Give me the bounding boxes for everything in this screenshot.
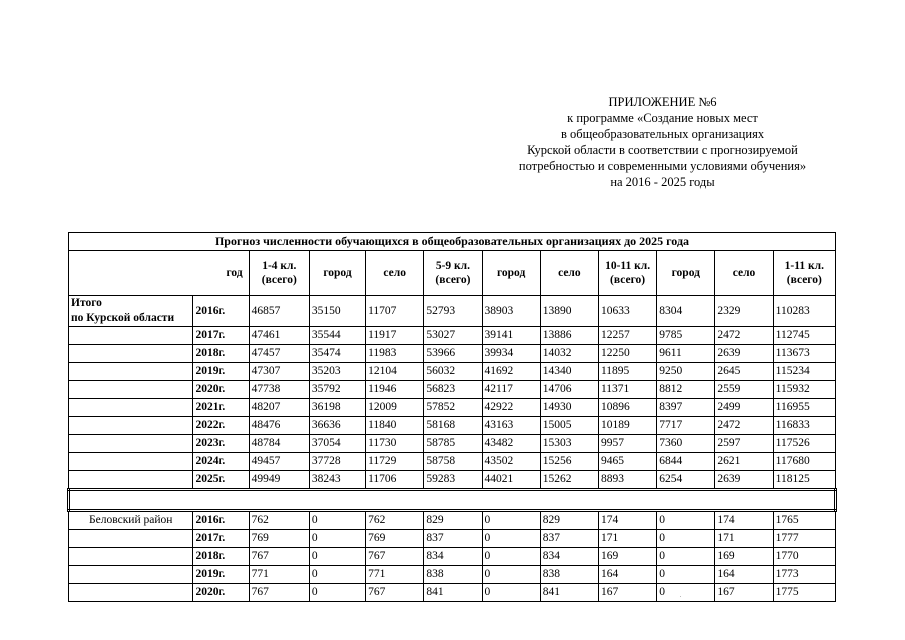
value-cell: 0 [482, 530, 540, 548]
value-cell: 767 [249, 548, 309, 566]
value-cell: 57852 [424, 399, 482, 417]
value-cell: 12250 [598, 345, 656, 363]
value-cell: 11730 [366, 435, 424, 453]
value-cell: 174 [598, 511, 656, 530]
value-cell: 117526 [773, 435, 835, 453]
value-cell: 116833 [773, 417, 835, 435]
col-header-village-3: село [715, 251, 773, 296]
value-cell: 41692 [482, 363, 540, 381]
year-cell: 2025г. [193, 471, 249, 490]
table-row [69, 296, 836, 327]
value-cell: 35150 [309, 296, 365, 327]
row-group-label-cont [69, 566, 193, 584]
table-row [69, 327, 836, 345]
year-cell: 2017г. [193, 327, 249, 345]
value-cell: 2559 [715, 381, 773, 399]
value-cell: 8397 [657, 399, 715, 417]
value-cell: 2639 [715, 471, 773, 490]
value-cell: 37728 [309, 453, 365, 471]
value-cell: 9611 [657, 345, 715, 363]
value-cell: 52793 [424, 296, 482, 327]
value-cell: 38243 [309, 471, 365, 490]
value-cell: 9250 [657, 363, 715, 381]
value-cell: 0 [309, 584, 365, 602]
value-cell: 11917 [366, 327, 424, 345]
forecast-table [67, 232, 837, 602]
scan-speck [680, 596, 681, 597]
district-label: Беловский район [89, 514, 173, 526]
value-cell: 841 [540, 584, 598, 602]
value-cell: 9785 [657, 327, 715, 345]
value-cell: 110283 [773, 296, 835, 327]
value-cell: 0 [657, 548, 715, 566]
value-cell: 115234 [773, 363, 835, 381]
row-group-label-cont [69, 548, 193, 566]
value-cell: 49457 [249, 453, 309, 471]
value-cell: 0 [309, 511, 365, 530]
value-cell: 2597 [715, 435, 773, 453]
value-cell: 15303 [540, 435, 598, 453]
value-cell: 12104 [366, 363, 424, 381]
row-group-label [69, 296, 193, 327]
value-cell: 11371 [598, 381, 656, 399]
value-cell: 11946 [366, 381, 424, 399]
value-cell: 11895 [598, 363, 656, 381]
value-cell: 164 [598, 566, 656, 584]
value-cell: 113673 [773, 345, 835, 363]
value-cell: 841 [424, 584, 482, 602]
value-cell: 167 [598, 584, 656, 602]
value-cell: 2329 [715, 296, 773, 327]
region-label-line-2: по Курской области [71, 312, 175, 324]
year-cell: 2020г. [193, 584, 249, 602]
value-cell: 0 [657, 584, 715, 602]
col-header-10-11: 10-11 кл. (всего) [598, 251, 656, 296]
year-cell: 2016г. [193, 296, 249, 327]
value-cell: 48784 [249, 435, 309, 453]
table-row [69, 584, 836, 602]
table-row [69, 548, 836, 566]
table-caption: Прогноз численности обучающихся в общеобразовательных организациях до 2025 года [69, 233, 836, 251]
value-cell: 8304 [657, 296, 715, 327]
value-cell: 42922 [482, 399, 540, 417]
value-cell: 36636 [309, 417, 365, 435]
appendix-title: ПРИЛОЖЕНИЕ №6 [608, 95, 717, 109]
value-cell: 767 [249, 584, 309, 602]
value-cell: 174 [715, 511, 773, 530]
value-cell: 1773 [773, 566, 835, 584]
value-cell: 0 [482, 511, 540, 530]
value-cell: 38903 [482, 296, 540, 327]
value-cell: 35203 [309, 363, 365, 381]
table-row [69, 511, 836, 530]
value-cell: 0 [657, 511, 715, 530]
table-row [69, 471, 836, 490]
value-cell: 58168 [424, 417, 482, 435]
value-cell: 169 [715, 548, 773, 566]
value-cell: 0 [657, 530, 715, 548]
value-cell: 11706 [366, 471, 424, 490]
value-cell: 2499 [715, 399, 773, 417]
appendix-line-6: на 2016 - 2025 годы [610, 175, 715, 189]
value-cell: 37054 [309, 435, 365, 453]
year-cell: 2021г. [193, 399, 249, 417]
value-cell: 47307 [249, 363, 309, 381]
value-cell: 43482 [482, 435, 540, 453]
table-row [69, 453, 836, 471]
value-cell: 115932 [773, 381, 835, 399]
value-cell: 829 [540, 511, 598, 530]
value-cell: 0 [657, 566, 715, 584]
value-cell: 2621 [715, 453, 773, 471]
value-cell: 6254 [657, 471, 715, 490]
value-cell: 0 [309, 530, 365, 548]
value-cell: 767 [366, 548, 424, 566]
value-cell: 118125 [773, 471, 835, 490]
value-cell: 47457 [249, 345, 309, 363]
value-cell: 7717 [657, 417, 715, 435]
row-group-label-cont [69, 381, 193, 399]
value-cell: 56823 [424, 381, 482, 399]
row-group-label-cont [69, 417, 193, 435]
value-cell: 59283 [424, 471, 482, 490]
value-cell: 1770 [773, 548, 835, 566]
value-cell: 11983 [366, 345, 424, 363]
row-group-label-cont [69, 399, 193, 417]
value-cell: 837 [540, 530, 598, 548]
value-cell: 771 [249, 566, 309, 584]
value-cell: 14032 [540, 345, 598, 363]
value-cell: 11840 [366, 417, 424, 435]
value-cell: 171 [715, 530, 773, 548]
col-header-city-2: город [482, 251, 540, 296]
value-cell: 48207 [249, 399, 309, 417]
value-cell: 1777 [773, 530, 835, 548]
value-cell: 48476 [249, 417, 309, 435]
year-cell: 2017г. [193, 530, 249, 548]
value-cell: 35792 [309, 381, 365, 399]
value-cell: 47461 [249, 327, 309, 345]
row-group-label [69, 511, 193, 530]
value-cell: 112745 [773, 327, 835, 345]
row-group-label-cont [69, 345, 193, 363]
value-cell: 837 [424, 530, 482, 548]
value-cell: 834 [540, 548, 598, 566]
value-cell: 169 [598, 548, 656, 566]
value-cell: 56032 [424, 363, 482, 381]
value-cell: 13890 [540, 296, 598, 327]
year-cell: 2018г. [193, 548, 249, 566]
value-cell: 838 [540, 566, 598, 584]
year-cell: 2019г. [193, 363, 249, 381]
row-group-label-cont [69, 471, 193, 490]
value-cell: 43502 [482, 453, 540, 471]
value-cell: 14706 [540, 381, 598, 399]
table-header-row [69, 251, 836, 296]
value-cell: 9957 [598, 435, 656, 453]
value-cell: 7360 [657, 435, 715, 453]
value-cell: 8893 [598, 471, 656, 490]
value-cell: 11707 [366, 296, 424, 327]
value-cell: 0 [482, 566, 540, 584]
table-row [69, 435, 836, 453]
value-cell: 117680 [773, 453, 835, 471]
value-cell: 58785 [424, 435, 482, 453]
value-cell: 53966 [424, 345, 482, 363]
col-header-city-3: город [657, 251, 715, 296]
table-row [69, 417, 836, 435]
appendix-line-3: в общеобразовательных организациях [560, 127, 765, 141]
value-cell: 1775 [773, 584, 835, 602]
appendix-line-2: к программе «Создание новых мест [567, 111, 758, 125]
value-cell: 8812 [657, 381, 715, 399]
value-cell: 49949 [249, 471, 309, 490]
value-cell: 12009 [366, 399, 424, 417]
value-cell: 58758 [424, 453, 482, 471]
value-cell: 762 [366, 511, 424, 530]
value-cell: 6844 [657, 453, 715, 471]
value-cell: 10189 [598, 417, 656, 435]
value-cell: 2472 [715, 327, 773, 345]
value-cell: 13886 [540, 327, 598, 345]
value-cell: 771 [366, 566, 424, 584]
value-cell: 834 [424, 548, 482, 566]
appendix-line-5: потребностью и современными условиями обучения» [518, 159, 807, 173]
value-cell: 167 [715, 584, 773, 602]
table-row [69, 363, 836, 381]
value-cell: 36198 [309, 399, 365, 417]
appendix-line-4: Курской области в соответствии с прогнозируемой [527, 143, 798, 157]
row-group-label-cont [69, 435, 193, 453]
value-cell: 0 [482, 548, 540, 566]
value-cell: 829 [424, 511, 482, 530]
value-cell: 15005 [540, 417, 598, 435]
col-header-year: год [69, 251, 250, 296]
row-group-label-cont [69, 584, 193, 602]
value-cell: 42117 [482, 381, 540, 399]
col-header-1-11: 1-11 кл. (всего) [773, 251, 835, 296]
appendix-header [490, 94, 835, 190]
col-header-village-2: село [540, 251, 598, 296]
value-cell: 47738 [249, 381, 309, 399]
value-cell: 171 [598, 530, 656, 548]
year-cell: 2019г. [193, 566, 249, 584]
value-cell: 769 [249, 530, 309, 548]
value-cell: 15262 [540, 471, 598, 490]
table-row [69, 381, 836, 399]
value-cell: 769 [366, 530, 424, 548]
year-cell: 2023г. [193, 435, 249, 453]
col-header-village-1: село [366, 251, 424, 296]
year-cell: 2022г. [193, 417, 249, 435]
table-row [69, 566, 836, 584]
col-header-5-9: 5-9 кл. (всего) [424, 251, 482, 296]
value-cell: 44021 [482, 471, 540, 490]
value-cell: 2639 [715, 345, 773, 363]
value-cell: 35544 [309, 327, 365, 345]
value-cell: 43163 [482, 417, 540, 435]
value-cell: 10633 [598, 296, 656, 327]
value-cell: 14340 [540, 363, 598, 381]
value-cell: 53027 [424, 327, 482, 345]
row-group-label-cont [69, 327, 193, 345]
row-group-label-cont [69, 530, 193, 548]
table-row [69, 530, 836, 548]
year-cell: 2016г. [193, 511, 249, 530]
table-row [69, 345, 836, 363]
value-cell: 0 [482, 584, 540, 602]
value-cell: 12257 [598, 327, 656, 345]
value-cell: 116955 [773, 399, 835, 417]
value-cell: 10896 [598, 399, 656, 417]
row-group-label-cont [69, 363, 193, 381]
value-cell: 767 [366, 584, 424, 602]
value-cell: 9465 [598, 453, 656, 471]
value-cell: 762 [249, 511, 309, 530]
value-cell: 14930 [540, 399, 598, 417]
value-cell: 838 [424, 566, 482, 584]
separator-cell [69, 490, 836, 511]
value-cell: 39934 [482, 345, 540, 363]
separator-row [69, 490, 836, 511]
value-cell: 2645 [715, 363, 773, 381]
value-cell: 11729 [366, 453, 424, 471]
col-header-1-4: 1-4 кл. (всего) [249, 251, 309, 296]
table-row [69, 399, 836, 417]
year-cell: 2018г. [193, 345, 249, 363]
value-cell: 164 [715, 566, 773, 584]
col-header-city-1: город [309, 251, 365, 296]
year-cell: 2024г. [193, 453, 249, 471]
value-cell: 15256 [540, 453, 598, 471]
value-cell: 1765 [773, 511, 835, 530]
value-cell: 0 [309, 566, 365, 584]
row-group-label-cont [69, 453, 193, 471]
value-cell: 39141 [482, 327, 540, 345]
year-cell: 2020г. [193, 381, 249, 399]
region-label-line-1: Итого [71, 297, 102, 309]
value-cell: 46857 [249, 296, 309, 327]
value-cell: 0 [309, 548, 365, 566]
value-cell: 2472 [715, 417, 773, 435]
value-cell: 35474 [309, 345, 365, 363]
